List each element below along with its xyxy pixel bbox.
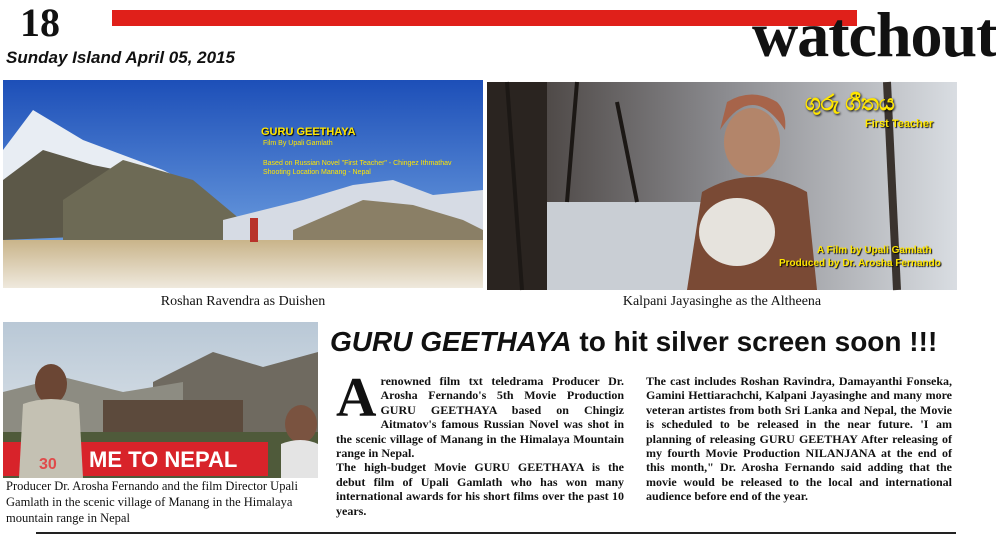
article-column-2	[646, 374, 952, 504]
photo3-caption: Producer Dr. Arosha Fernando and the film Director Upali Gamlath in the scenic village of Manang in the Himalaya mountain range in Nepal	[6, 479, 298, 525]
photo1-caption: Roshan Ravendra as Duishen	[160, 294, 326, 309]
article-paragraph-2: The high-budget Movie GURU GEETHAYA is the debut film of Upali Gamlath who has won many international awards for his short films over the past 10 years.	[336, 460, 624, 518]
photo2-title: ගුරු ගීතය	[805, 90, 895, 115]
headline-title: GURU GEETHAYA	[330, 326, 572, 357]
photo2-credit-producer: Produced by Dr. Arosha Fernando	[779, 258, 941, 269]
photo2-caption: Kalpani Jayasinghe as the Altheena	[622, 294, 822, 309]
mountain-scene-image	[3, 80, 483, 288]
page-number: 18	[20, 0, 60, 45]
footer-rule	[36, 532, 956, 534]
photo3-banner-text: ME TO NEPAL	[89, 447, 238, 472]
article-paragraph-3: The cast includes Roshan Ravindra, Damayanthi Fonseka, Gamini Hettiarachchi, Kalpani Jayasinghe and many more veteran artistes from both Sri Lanka and Nepal, the Movie is scheduled to be released in the near future. 'I am planning of releasing GURU GEETHAY After releasing of my fourth Movie Production NILANJANA at the end of this month," Dr. Arosha Fernando said adding that the movie would be released to the local and international audience before end of the year.	[646, 374, 952, 504]
photo1-title: GURU GEETHAYA	[261, 126, 356, 138]
dateline: Sunday Island April 05, 2015	[6, 48, 235, 67]
section-brand: watchout	[752, 0, 996, 70]
photo2-credit-director: A Film by Upali Gamlath	[817, 245, 932, 256]
photo1-line1: Based on Russian Novel "First Teacher" - Chingez Ithmathav	[263, 160, 452, 167]
photo-mountain-landscape	[3, 80, 483, 288]
photo-producer-director	[3, 322, 318, 478]
red-header-bar	[112, 10, 857, 26]
photo3-shirt-number: 30	[39, 456, 57, 473]
article-headline	[330, 326, 955, 358]
photo2-subtitle: First Teacher	[865, 118, 934, 130]
article-paragraph-1: renowned film txt teledrama Producer Dr. Arosha Fernando's 5th Movie Production GURU GEETHAYA based on Chingiz Aitmatov's famous Russian Novel was shot in the scenic village of Manang in the Himalaya Mountain range in Nepal.	[336, 374, 624, 461]
photo1-subtitle: Film By Upali Gamlath	[263, 140, 333, 147]
article-column-1	[336, 367, 624, 518]
drop-cap: A	[336, 367, 377, 429]
photo1-line2: Shooting Location Manang - Nepal	[263, 169, 371, 176]
photo-girl-with-lamb	[487, 82, 957, 290]
headline-rest: to hit silver screen soon !!!	[571, 326, 938, 357]
